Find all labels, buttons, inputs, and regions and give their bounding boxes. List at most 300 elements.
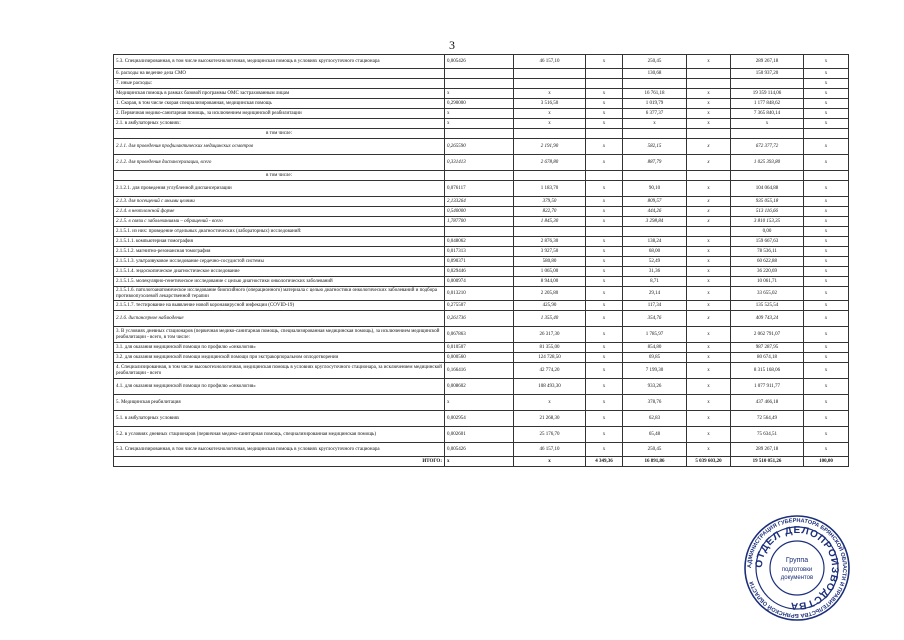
- cell-col-3: 580,80: [514, 257, 586, 267]
- cell-col-5: 68,00: [623, 247, 687, 257]
- cell-col-5: 8,71: [623, 277, 687, 287]
- cell-col-3: 3 516,50: [514, 99, 586, 109]
- cell-col-7: 8 315 168,06: [731, 363, 804, 379]
- row-label: 2.1.6. диспансерное наблюдение: [114, 311, 445, 327]
- cell-col-8: х: [804, 247, 849, 257]
- table-row: [114, 247, 849, 257]
- cell-col-2: х: [445, 119, 514, 129]
- cell-col-8: х: [804, 197, 849, 207]
- stamp-inner-text: ОТДЕЛ ДЕЛОПРОИЗВОДСТВА: [753, 524, 841, 612]
- cell-col-4: х: [586, 155, 623, 171]
- cell-col-7: 935 055,18: [731, 197, 804, 207]
- cell-col-2: х: [445, 457, 514, 467]
- row-label: 2.1.5.1.1. компьютерная томография: [114, 237, 445, 247]
- cell-col-3: [514, 171, 586, 181]
- cell-col-6: х: [687, 257, 731, 267]
- cell-col-8: х: [804, 207, 849, 217]
- row-label: 2.1.5.1.2. магнитно-резонансная томография: [114, 247, 445, 257]
- cell-col-7: 289 267,18: [731, 55, 804, 69]
- cell-col-6: 5 039 603,20: [687, 457, 731, 467]
- row-label: 2.1.5.1.4. эндоскопическое диагностическое исследование: [114, 267, 445, 277]
- cell-col-8: х: [804, 109, 849, 119]
- cell-col-6: х: [687, 327, 731, 343]
- cell-col-4: 4 349,36: [586, 457, 623, 467]
- cell-col-2: 0,076117: [445, 181, 514, 197]
- row-label: 2.1.2.1. для проведения углубленной диспансеризации: [114, 181, 445, 197]
- cell-col-5: 250,45: [623, 443, 687, 457]
- cell-col-6: х: [687, 181, 731, 197]
- cell-col-2: 0,000974: [445, 277, 514, 287]
- cell-col-5: 29,14: [623, 287, 687, 301]
- cell-col-4: х: [586, 287, 623, 301]
- row-label: 2.1.5. в связи с заболеваниями – обращений - всего: [114, 217, 445, 227]
- table-row: [114, 119, 849, 129]
- cell-col-3: 2 678,80: [514, 155, 586, 171]
- cell-col-8: х: [804, 237, 849, 247]
- cell-col-2: 0,002601: [445, 427, 514, 443]
- cell-col-8: х: [804, 277, 849, 287]
- cell-col-2: 0,261736: [445, 311, 514, 327]
- cell-col-7: [731, 171, 804, 181]
- cell-col-6: х: [687, 311, 731, 327]
- cell-col-8: [804, 171, 849, 181]
- cell-col-3: 124 728,50: [514, 353, 586, 363]
- cell-col-2: 0,331413: [445, 155, 514, 171]
- cell-col-4: х: [586, 181, 623, 197]
- cell-col-4: х: [586, 301, 623, 311]
- cell-col-3: 8 944,00: [514, 277, 586, 287]
- cell-col-3: х: [514, 119, 586, 129]
- table-row: [114, 311, 849, 327]
- cell-col-2: 0,010507: [445, 343, 514, 353]
- cell-col-4: х: [586, 217, 623, 227]
- cell-col-3: 425,90: [514, 301, 586, 311]
- cell-col-7: 7 365 840,14: [731, 109, 804, 119]
- cell-col-5: 378,76: [623, 395, 687, 411]
- cell-col-7: 1 077 911,77: [731, 379, 804, 395]
- cell-col-5: 90,10: [623, 181, 687, 197]
- cell-col-7: 19 510 051,26: [731, 457, 804, 467]
- row-label: 5.1. в амбулаторных условиях: [114, 411, 445, 427]
- cell-col-6: х: [687, 277, 731, 287]
- cell-col-8: х: [804, 311, 849, 327]
- cell-col-5: 354,76: [623, 311, 687, 327]
- table-row: [114, 301, 849, 311]
- cell-col-5: 1 785,97: [623, 327, 687, 343]
- table-row: [114, 197, 849, 207]
- cell-col-7: [731, 79, 804, 89]
- table-row: [114, 139, 849, 155]
- cell-col-4: х: [586, 395, 623, 411]
- cell-col-7: 19 359 114,06: [731, 89, 804, 99]
- row-label: 5.3. Специализированная, в том числе высокотехнологичная, медицинская помощь в условиях круглосуточного стационара: [114, 55, 445, 69]
- cell-col-2: 0,029446: [445, 267, 514, 277]
- cell-col-5: 65,48: [623, 427, 687, 443]
- table-row: [114, 443, 849, 457]
- cell-col-4: х: [586, 353, 623, 363]
- cell-col-6: [687, 129, 731, 139]
- cell-col-2: 0,540000: [445, 207, 514, 217]
- table-row: [114, 277, 849, 287]
- cell-col-7: 60 622,88: [731, 257, 804, 267]
- cell-col-6: [687, 69, 731, 79]
- cell-col-4: х: [586, 277, 623, 287]
- cell-col-6: х: [687, 343, 731, 353]
- cell-col-3: 2 876,30: [514, 237, 586, 247]
- cell-col-7: 78 536,11: [731, 247, 804, 257]
- row-label: 2.1.5.1.6. патологоанатомическое исследование биопсийного (операционного) материала с целью диагностики онкологических заболеваний и подбора противоопухолевой лекарственной терапии: [114, 287, 445, 301]
- cell-col-6: х: [687, 109, 731, 119]
- cell-col-5: [623, 129, 687, 139]
- cell-col-7: 104 064,88: [731, 181, 804, 197]
- table-row: [114, 379, 849, 395]
- cell-col-4: х: [586, 109, 623, 119]
- cell-col-5: 3 298,84: [623, 217, 687, 227]
- cell-col-3: [514, 69, 586, 79]
- stamp-center-line-1: Группа: [785, 557, 809, 564]
- cell-col-4: [586, 79, 623, 89]
- cell-col-3: 46 157,10: [514, 55, 586, 69]
- cell-col-8: х: [804, 379, 849, 395]
- cell-col-3: 1 845,30: [514, 217, 586, 227]
- table-row: [114, 99, 849, 109]
- table-row: [114, 237, 849, 247]
- cell-col-8: х: [804, 55, 849, 69]
- cell-col-5: [623, 171, 687, 181]
- cell-col-8: х: [804, 257, 849, 267]
- cell-col-6: х: [687, 267, 731, 277]
- cell-col-8: [804, 129, 849, 139]
- table-row: [114, 411, 849, 427]
- cell-col-4: х: [586, 119, 623, 129]
- cell-col-2: 0,048062: [445, 237, 514, 247]
- table-row: [114, 327, 849, 343]
- cell-col-6: х: [687, 411, 731, 427]
- cell-col-2: 0,275507: [445, 301, 514, 311]
- cell-col-4: х: [586, 139, 623, 155]
- cell-col-5: 809,57: [623, 197, 687, 207]
- cell-col-8: х: [804, 363, 849, 379]
- cell-col-8: х: [804, 227, 849, 237]
- cell-col-7: 1 177 848,62: [731, 99, 804, 109]
- table-row: [114, 69, 849, 79]
- cell-col-2: 0,008602: [445, 379, 514, 395]
- cell-col-7: 0,00: [731, 227, 804, 237]
- cell-col-2: х: [445, 89, 514, 99]
- cell-col-3: 108 493,30: [514, 379, 586, 395]
- row-label: 2.1.5.1. из них: проведение отдельных диагностических (лабораторных) исследований:: [114, 227, 445, 237]
- cell-col-6: х: [687, 363, 731, 379]
- cell-col-4: х: [586, 99, 623, 109]
- cell-col-5: 1 019,79: [623, 99, 687, 109]
- table-row: [114, 343, 849, 353]
- row-label: 3.1. для оказания медицинской помощи по профилю «онкология»: [114, 343, 445, 353]
- row-label: 2.1.5.1.5. молекулярно-генетическое исследование с целью диагностики онкологических заболеваний: [114, 277, 445, 287]
- row-label: 6. расходы на ведение дела СМО: [114, 69, 445, 79]
- cell-col-4: х: [586, 55, 623, 69]
- cell-col-7: 437 466,18: [731, 395, 804, 411]
- row-label: 4. Специализированная, в том числе высокотехнологичная, медицинская помощь в условиях круглосуточного стационара, за исключением медицинской реабилитации - всего: [114, 363, 445, 379]
- cell-col-8: х: [804, 99, 849, 109]
- cell-col-8: х: [804, 181, 849, 197]
- cell-col-4: х: [586, 89, 623, 99]
- cell-col-7: 135 525,54: [731, 301, 804, 311]
- cell-col-3: 1 065,00: [514, 267, 586, 277]
- table-row: [114, 89, 849, 99]
- cell-col-8: х: [804, 155, 849, 171]
- cell-col-8: х: [804, 267, 849, 277]
- cell-col-6: х: [687, 155, 731, 171]
- cell-col-5: 854,80: [623, 343, 687, 353]
- cell-col-6: х: [687, 247, 731, 257]
- row-label: 2.1. в амбулаторных условиях:: [114, 119, 445, 129]
- cell-col-5: 887,79: [623, 155, 687, 171]
- table-row: [114, 257, 849, 267]
- row-label: Медицинская помощь в рамках базовой программы ОМС застрахованным лицам: [114, 89, 445, 99]
- cell-col-7: 289 267,18: [731, 443, 804, 457]
- cell-col-7: 80 674,18: [731, 353, 804, 363]
- cell-col-8: х: [804, 443, 849, 457]
- cell-col-2: х: [445, 109, 514, 119]
- cell-col-2: 1,787700: [445, 217, 514, 227]
- table-body: [114, 55, 849, 467]
- cell-col-3: 3 927,50: [514, 247, 586, 257]
- row-label: 2.1.1. для проведения профилактических медицинских осмотров: [114, 139, 445, 155]
- cell-col-8: х: [804, 343, 849, 353]
- cell-col-6: [687, 227, 731, 237]
- cell-col-8: х: [804, 89, 849, 99]
- row-label: 2. Первичная медико-санитарная помощь, за исключением медицинской реабилитации: [114, 109, 445, 119]
- cell-col-3: 1 355,40: [514, 311, 586, 327]
- cell-col-8: х: [804, 395, 849, 411]
- cell-col-5: 117,34: [623, 301, 687, 311]
- cell-col-6: х: [687, 197, 731, 207]
- cell-col-5: 16 891,86: [623, 457, 687, 467]
- cell-col-4: х: [586, 427, 623, 443]
- cell-col-2: 0,090371: [445, 257, 514, 267]
- cell-col-4: х: [586, 237, 623, 247]
- page-number: 3: [449, 38, 455, 52]
- row-label: 2.1.2. для проведения диспансеризации, всего: [114, 155, 445, 171]
- row-label: в том числе:: [114, 171, 445, 181]
- cell-col-5: 444,26: [623, 207, 687, 217]
- cell-col-6: х: [687, 119, 731, 129]
- cell-col-6: х: [687, 139, 731, 155]
- cell-col-8: х: [804, 139, 849, 155]
- cell-col-8: 100,00: [804, 457, 849, 467]
- row-label: 3.2. для оказания медицинской помощи медицинской помощи при экстракорпоральном оплодотворении: [114, 353, 445, 363]
- cell-col-7: 72 564,49: [731, 411, 804, 427]
- cell-col-3: 46 157,10: [514, 443, 586, 457]
- cell-col-2: [445, 129, 514, 139]
- cell-col-8: х: [804, 301, 849, 311]
- cell-col-8: х: [804, 411, 849, 427]
- row-label: в том числе:: [114, 129, 445, 139]
- cell-col-7: 75 634,51: [731, 427, 804, 443]
- cell-col-4: [586, 69, 623, 79]
- cell-col-3: 2 191,90: [514, 139, 586, 155]
- cell-col-6: х: [687, 217, 731, 227]
- cell-col-6: х: [687, 55, 731, 69]
- cell-col-2: 0,017313: [445, 247, 514, 257]
- cell-col-2: 0,002954: [445, 411, 514, 427]
- cell-col-6: х: [687, 237, 731, 247]
- cell-col-2: 0,005426: [445, 443, 514, 457]
- cell-col-7: х: [731, 119, 804, 129]
- cell-col-7: 10 061,71: [731, 277, 804, 287]
- cell-col-3: 21 268,30: [514, 411, 586, 427]
- cell-col-6: х: [687, 287, 731, 301]
- cell-col-8: х: [804, 427, 849, 443]
- table-row: [114, 427, 849, 443]
- cell-col-6: х: [687, 89, 731, 99]
- cell-col-4: [586, 227, 623, 237]
- cell-col-4: х: [586, 311, 623, 327]
- cell-col-5: 16 761,18: [623, 89, 687, 99]
- cell-col-4: х: [586, 257, 623, 267]
- table-row: [114, 227, 849, 237]
- cell-col-2: 0,290000: [445, 99, 514, 109]
- cell-col-5: 582,15: [623, 139, 687, 155]
- cell-col-2: 0,265590: [445, 139, 514, 155]
- cell-col-7: 159 667,63: [731, 237, 804, 247]
- cell-col-5: 52,49: [623, 257, 687, 267]
- cell-col-3: 42 774,20: [514, 363, 586, 379]
- cell-col-3: 379,50: [514, 197, 586, 207]
- cell-col-6: х: [687, 395, 731, 411]
- cell-col-4: [586, 129, 623, 139]
- cell-col-6: х: [687, 353, 731, 363]
- total-row: [114, 457, 849, 467]
- table-row: [114, 129, 849, 139]
- row-label: 5. Медицинская реабилитация: [114, 395, 445, 411]
- cell-col-7: 987 287,95: [731, 343, 804, 353]
- row-label: 2.1.5.1.3. ультразвуковое исследование сердечно-сосудистой системы: [114, 257, 445, 267]
- cell-col-2: [445, 69, 514, 79]
- cell-col-4: х: [586, 343, 623, 353]
- cell-col-7: 409 743,24: [731, 311, 804, 327]
- cell-col-2: [445, 227, 514, 237]
- cell-col-5: 933,26: [623, 379, 687, 395]
- cell-col-3: х: [514, 457, 586, 467]
- table-row: [114, 287, 849, 301]
- row-label: 4.1. для оказания медицинской помощи по профилю «онкология»: [114, 379, 445, 395]
- cell-col-2: 0,166416: [445, 363, 514, 379]
- cell-col-7: 3 810 153,35: [731, 217, 804, 227]
- cell-col-6: х: [687, 443, 731, 457]
- table-row: [114, 181, 849, 197]
- cell-col-2: [445, 171, 514, 181]
- stamp-center-line-3: документов: [780, 575, 814, 581]
- cell-col-7: 150 937,20: [731, 69, 804, 79]
- official-stamp: [743, 514, 851, 622]
- cell-col-7: 672 377,72: [731, 139, 804, 155]
- cell-col-2: 0,005426: [445, 55, 514, 69]
- cell-col-3: 1 183,70: [514, 181, 586, 197]
- cell-col-5: [623, 227, 687, 237]
- cell-col-4: х: [586, 247, 623, 257]
- cell-col-4: х: [586, 327, 623, 343]
- cell-col-8: х: [804, 217, 849, 227]
- cell-col-3: х: [514, 109, 586, 119]
- cell-col-8: х: [804, 327, 849, 343]
- row-label: 2.1.4. в неотложной форме: [114, 207, 445, 217]
- cell-col-4: х: [586, 363, 623, 379]
- cell-col-4: х: [586, 411, 623, 427]
- cell-col-6: х: [687, 99, 731, 109]
- cell-col-5: 7 199,30: [623, 363, 687, 379]
- row-label: ИТОГО:: [114, 457, 445, 467]
- cell-col-4: х: [586, 379, 623, 395]
- table-row: [114, 353, 849, 363]
- cell-col-6: х: [687, 379, 731, 395]
- cell-col-3: [514, 227, 586, 237]
- row-label: 5.2. в условиях дневных стационаров (первичная медико-санитарная помощь, специализированная медицинская помощь): [114, 427, 445, 443]
- cell-col-6: [687, 79, 731, 89]
- table-row: [114, 171, 849, 181]
- cell-col-2: [445, 79, 514, 89]
- table-row: [114, 79, 849, 89]
- cell-col-5: 69,85: [623, 353, 687, 363]
- cell-col-3: 81 355,00: [514, 343, 586, 353]
- cell-col-6: х: [687, 301, 731, 311]
- table-row: [114, 217, 849, 227]
- row-label: 2.1.3. для посещений с иными целями: [114, 197, 445, 207]
- cell-col-2: 2,133264: [445, 197, 514, 207]
- cell-col-2: х: [445, 395, 514, 411]
- stamp-center-line-2: подготовки: [781, 567, 813, 573]
- cell-col-7: 33 655,02: [731, 287, 804, 301]
- cell-col-2: 0,000560: [445, 353, 514, 363]
- cell-col-5: 62,83: [623, 411, 687, 427]
- cell-col-7: 36 220,69: [731, 267, 804, 277]
- row-label: 1. Скорая, в том числе скорая специализированная, медицинская помощь: [114, 99, 445, 109]
- table-row: [114, 109, 849, 119]
- cell-col-4: [586, 171, 623, 181]
- cell-col-7: 2 062 791,07: [731, 327, 804, 343]
- cell-col-8: х: [804, 119, 849, 129]
- cell-col-3: [514, 129, 586, 139]
- cell-col-6: х: [687, 427, 731, 443]
- cell-col-2: 0,013210: [445, 287, 514, 301]
- cell-col-8: х: [804, 69, 849, 79]
- table-row: [114, 55, 849, 69]
- row-label: 5.3. Специализированная, в том числе высокотехнологичная, медицинская помощь в условиях круглосуточного стационара: [114, 443, 445, 457]
- cell-col-3: 26 317,30: [514, 327, 586, 343]
- cell-col-3: х: [514, 89, 586, 99]
- cell-col-2: 0,067863: [445, 327, 514, 343]
- cell-col-7: 1 025 393,80: [731, 155, 804, 171]
- cell-col-7: [731, 129, 804, 139]
- cell-col-3: [514, 79, 586, 89]
- cell-col-8: х: [804, 287, 849, 301]
- table-row: [114, 395, 849, 411]
- table-row: [114, 207, 849, 217]
- cell-col-5: 31,36: [623, 267, 687, 277]
- row-label: 7. иные расходы:: [114, 79, 445, 89]
- table-row: [114, 155, 849, 171]
- cell-col-5: 138,24: [623, 237, 687, 247]
- financial-table: [113, 54, 849, 467]
- cell-col-5: х: [623, 119, 687, 129]
- table-row: [114, 363, 849, 379]
- cell-col-8: х: [804, 353, 849, 363]
- cell-col-4: х: [586, 197, 623, 207]
- cell-col-3: 25 176,70: [514, 427, 586, 443]
- cell-col-4: х: [586, 207, 623, 217]
- row-label: 2.1.5.1.7. тестирование на выявление новой коронавирусной инфекции (COVID-19): [114, 301, 445, 311]
- cell-col-3: х: [514, 395, 586, 411]
